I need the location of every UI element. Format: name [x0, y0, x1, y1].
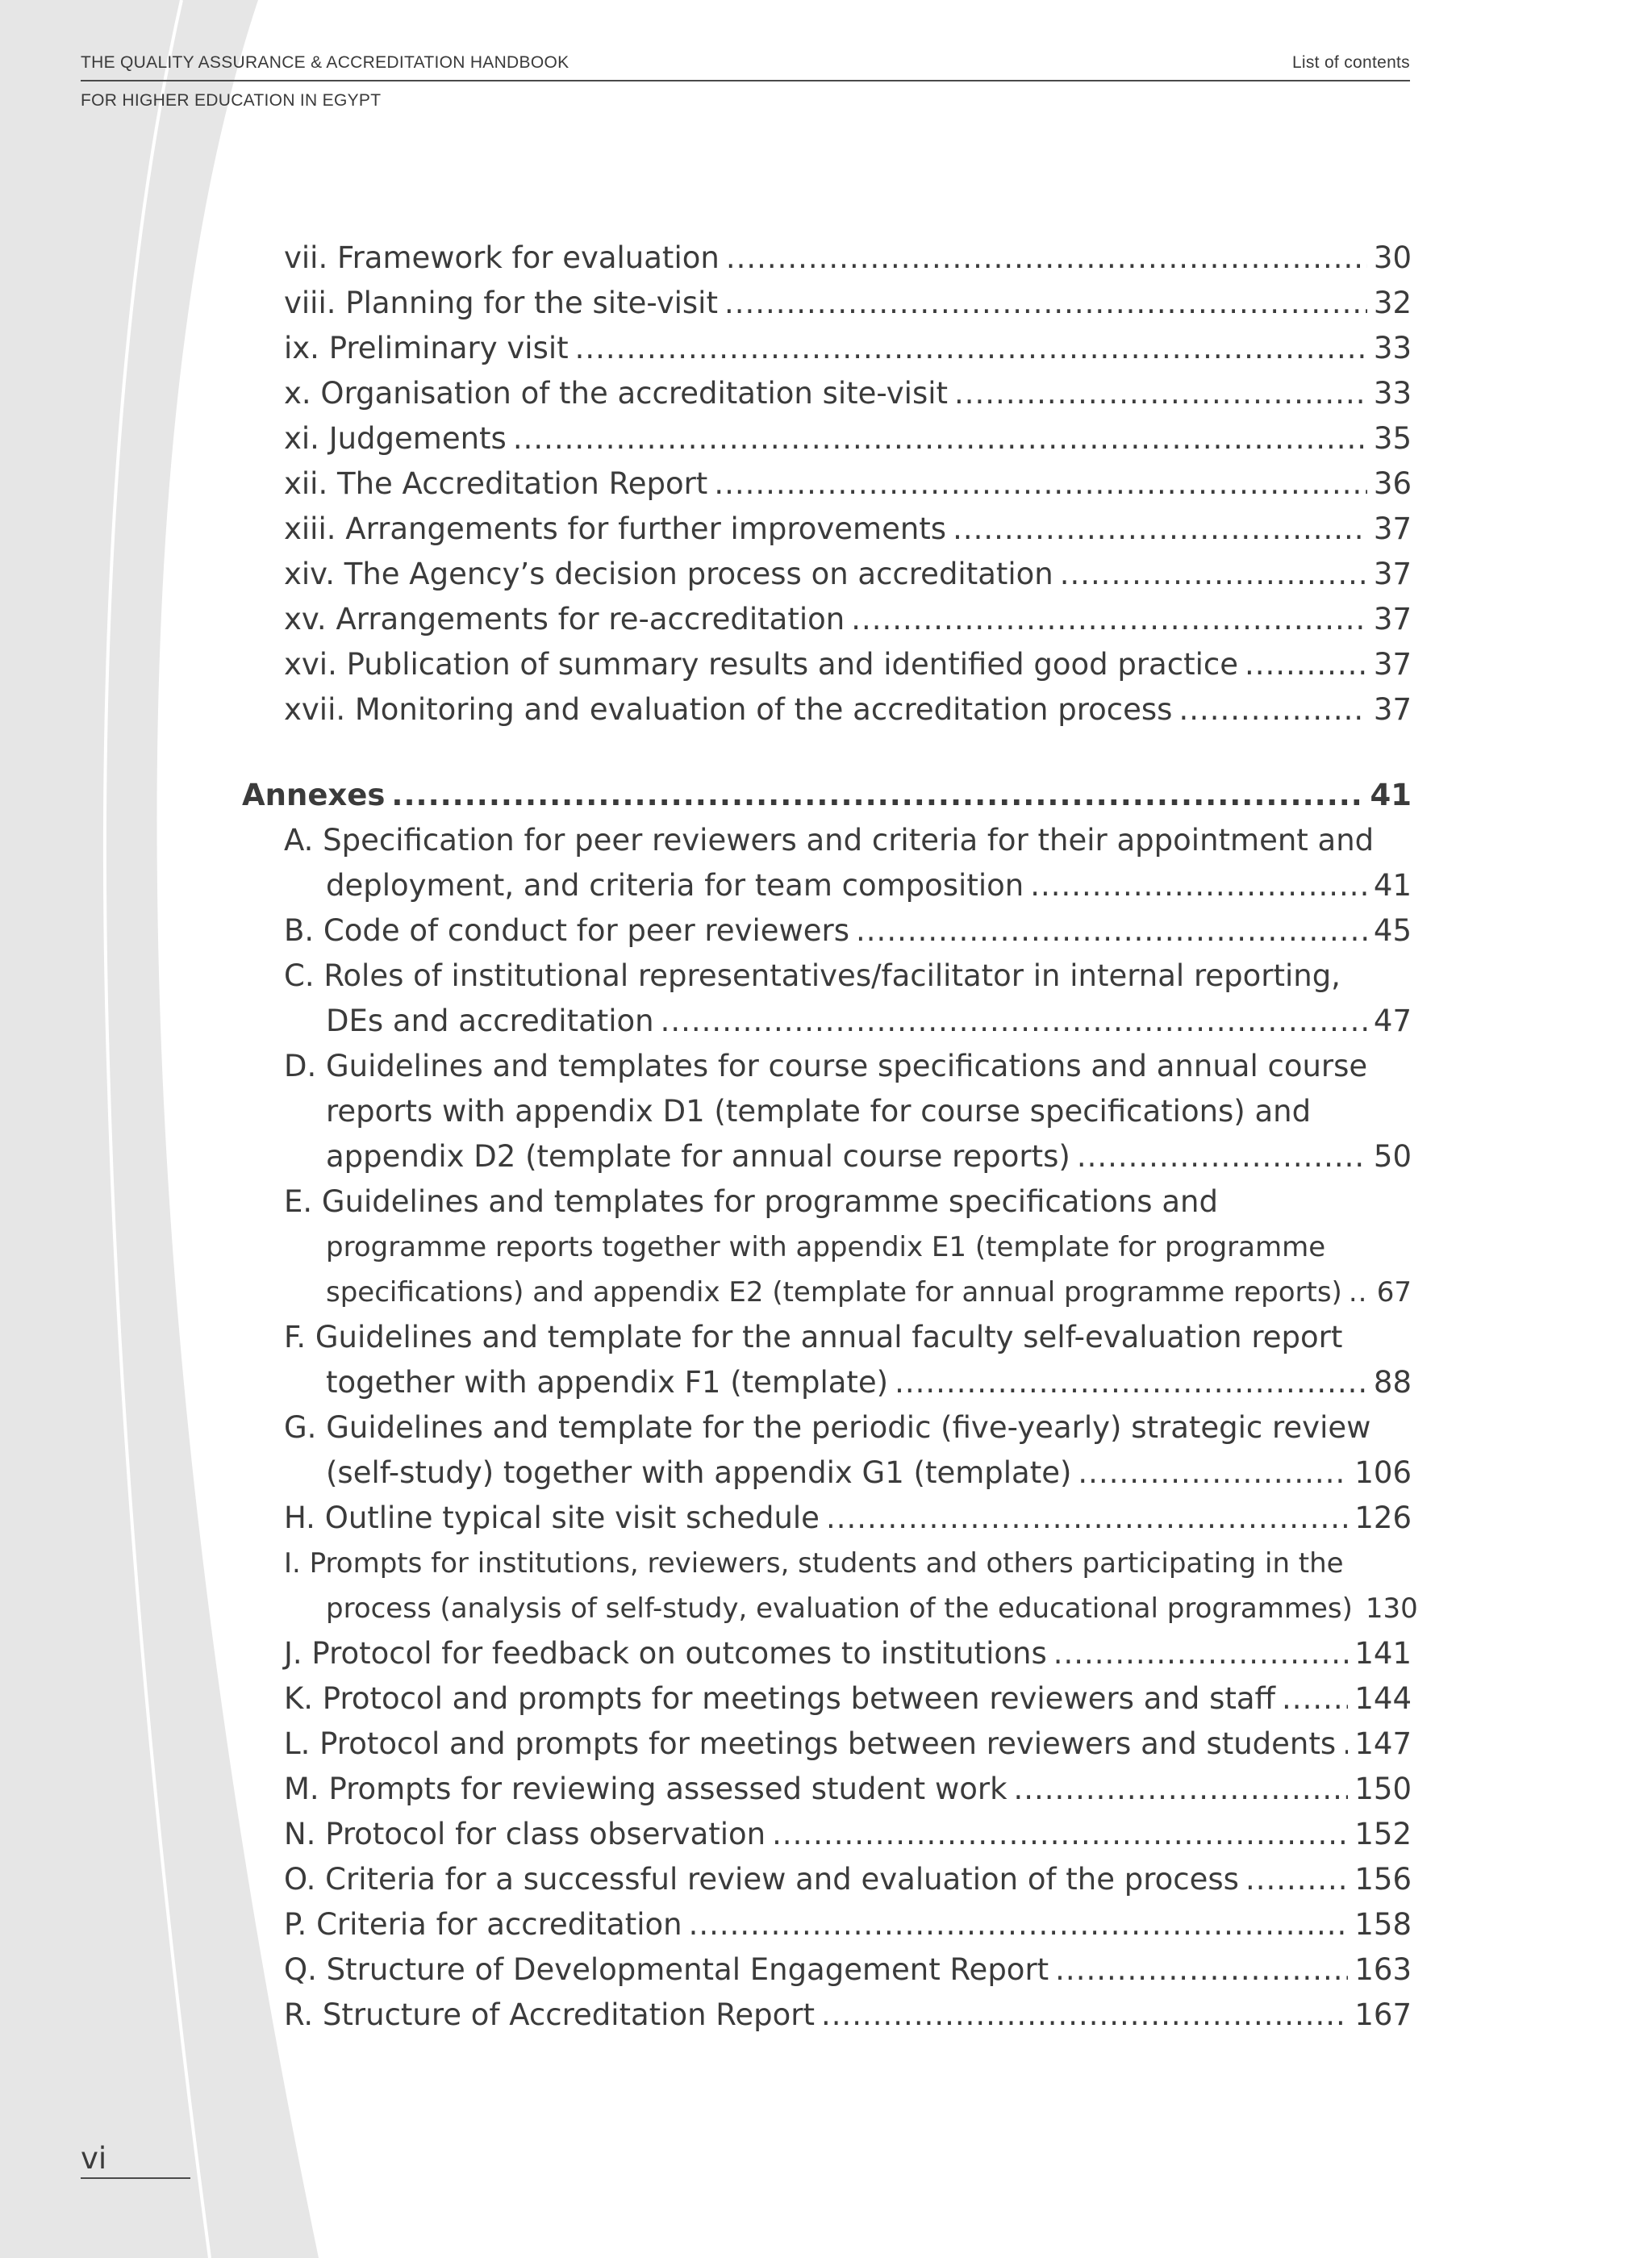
dot-leader [724, 281, 1367, 326]
dot-leader [726, 236, 1367, 281]
toc-entry-annex-c[interactable] [242, 954, 1412, 1044]
toc-entry-line: C. Roles of institutional representatives/facilitator in internal reporting, [284, 958, 1341, 993]
toc-entry-label: xiv. The Agency’s decision process on accreditation [284, 557, 1053, 591]
toc-entry-label: J. Protocol for feedback on outcomes to institutions [284, 1636, 1047, 1671]
toc-entry-label: appendix D2 (template for annual course reports) [326, 1139, 1070, 1174]
toc-entry-line: I. Prompts for institutions, reviewers, students and others participating in the [284, 1547, 1344, 1580]
dot-leader [895, 1360, 1367, 1405]
toc-entry-line: A. Specification for peer reviewers and criteria for their appointment and [284, 823, 1375, 858]
toc-entry[interactable] [242, 687, 1412, 732]
toc-entry-annex-i[interactable] [242, 1541, 1418, 1631]
toc-entry[interactable] [242, 371, 1412, 416]
dot-leader [391, 773, 1363, 818]
dot-leader [1349, 1270, 1370, 1315]
toc-entry-annex-a[interactable] [242, 818, 1412, 908]
toc-entry[interactable] [242, 326, 1412, 371]
toc-entry-label: K. Protocol and prompts for meetings between reviewers and staff [284, 1681, 1276, 1716]
toc-entry-last-line [242, 1450, 1412, 1496]
toc-entry-annex[interactable] [242, 1767, 1412, 1812]
toc-page-number: 47 [1373, 1004, 1412, 1038]
toc-entry-label: O. Criteria for a successful review and evaluation of the process [284, 1862, 1239, 1897]
toc-entry-label: xv. Arrangements for re-accreditation [284, 602, 845, 636]
toc-entry-line: D. Guidelines and templates for course specifications and annual course [284, 1049, 1368, 1083]
toc-entry-annex-g[interactable] [242, 1405, 1412, 1496]
toc-page-number: 147 [1354, 1726, 1412, 1761]
toc-entry-label: Q. Structure of Developmental Engagement Report [284, 1952, 1049, 1987]
toc-entry-label: H. Outline typical site visit schedule [284, 1500, 820, 1535]
section-title: List of contents [1291, 53, 1410, 72]
toc-page-number: 37 [1373, 557, 1412, 591]
toc-entry-line: E. Guidelines and templates for programme specifications and [284, 1184, 1218, 1219]
dot-leader [689, 1902, 1349, 1947]
toc-entry-label: deployment, and criteria for team composition [326, 868, 1024, 903]
toc-entry-last-line [242, 1586, 1418, 1631]
toc-heading-label: Annexes [242, 778, 386, 812]
toc-page-number: 41 [1373, 868, 1412, 903]
toc-entry-annex[interactable] [242, 1857, 1412, 1902]
toc-entry-label: xiii. Arrangements for further improvements [284, 511, 947, 546]
toc-page-number: 37 [1373, 647, 1412, 682]
toc-entry[interactable] [242, 281, 1412, 326]
page-number: vi [81, 2141, 190, 2179]
toc-entry[interactable] [242, 416, 1412, 461]
toc-section-list [242, 236, 1412, 732]
header-rule-line [81, 53, 1410, 81]
dot-leader [1030, 863, 1367, 908]
toc-entry-annex[interactable] [242, 1631, 1412, 1676]
toc-page-number: 141 [1354, 1636, 1412, 1671]
toc-entry-label: ix. Preliminary visit [284, 331, 569, 365]
toc-page-number: 35 [1373, 421, 1412, 456]
toc-entry-label: xvi. Publication of summary results and identified good practice [284, 647, 1238, 682]
toc-entry[interactable] [242, 597, 1412, 642]
toc-entry-label: x. Organisation of the accreditation site-visit [284, 376, 949, 411]
dot-leader [826, 1496, 1348, 1541]
table-of-contents [242, 236, 1418, 2038]
toc-entry-label: R. Structure of Accreditation Report [284, 1997, 815, 2032]
toc-page-number: 130 [1365, 1592, 1418, 1625]
toc-heading-annexes[interactable] [242, 773, 1412, 818]
toc-entry-annex-b[interactable] [242, 908, 1412, 954]
toc-entry-last-line [242, 1360, 1412, 1405]
dot-leader [1060, 552, 1367, 597]
toc-entry[interactable] [242, 642, 1412, 687]
dot-leader [513, 416, 1367, 461]
toc-page-number: 37 [1373, 511, 1412, 546]
toc-page-number: 126 [1354, 1500, 1412, 1535]
dot-leader [1078, 1450, 1348, 1496]
toc-page-number: 150 [1354, 1772, 1412, 1806]
toc-page-number: 32 [1373, 286, 1412, 320]
toc-entry-last-line [242, 1270, 1412, 1315]
toc-entry-annex[interactable] [242, 1676, 1412, 1722]
toc-page-number: 37 [1373, 602, 1412, 636]
toc-page-number: 152 [1354, 1817, 1412, 1851]
toc-entry-annex[interactable] [242, 1722, 1412, 1767]
toc-page-number: 37 [1373, 692, 1412, 727]
dot-leader [661, 999, 1367, 1044]
toc-entry-last-line [242, 1134, 1412, 1179]
toc-entry-label: M. Prompts for reviewing assessed student work [284, 1772, 1007, 1806]
toc-page-number: 41 [1370, 778, 1412, 812]
toc-page-number: 45 [1373, 913, 1412, 948]
dot-leader [1077, 1134, 1367, 1179]
toc-entry-last-line [242, 863, 1412, 908]
toc-entry[interactable] [242, 507, 1412, 552]
dot-leader [856, 908, 1367, 954]
toc-entry-line: G. Guidelines and template for the periodic (five-yearly) strategic review [284, 1410, 1371, 1445]
toc-page-number: 158 [1354, 1907, 1412, 1942]
toc-page-number: 36 [1373, 466, 1412, 501]
toc-page-number: 144 [1354, 1681, 1412, 1716]
dot-leader [1055, 1947, 1348, 1993]
toc-entry-annex[interactable] [242, 1947, 1412, 1993]
toc-entry-last-line [242, 999, 1412, 1044]
dot-leader [575, 326, 1367, 371]
toc-entry-annex-h[interactable] [242, 1496, 1412, 1541]
toc-entry-annex-d[interactable] [242, 1044, 1412, 1179]
toc-entry-label: DEs and accreditation [326, 1004, 654, 1038]
dot-leader [954, 371, 1367, 416]
toc-page-number: 67 [1376, 1276, 1412, 1308]
toc-entry-annex[interactable] [242, 1993, 1412, 2038]
toc-page-number: 167 [1354, 1997, 1412, 2032]
toc-page-number: 106 [1354, 1455, 1412, 1490]
toc-page-number: 156 [1354, 1862, 1412, 1897]
toc-page-number: 163 [1354, 1952, 1412, 1987]
dot-leader [1245, 1857, 1348, 1902]
dot-leader [1014, 1767, 1349, 1812]
toc-entry-label: process (analysis of self-study, evaluation of the educational programmes) [326, 1592, 1353, 1625]
toc-entry[interactable] [242, 461, 1412, 507]
dot-leader [821, 1993, 1348, 2038]
toc-entry-line: reports with appendix D1 (template for course specifications) and [326, 1094, 1312, 1129]
toc-entry-annex[interactable] [242, 1812, 1412, 1857]
toc-entry-label: together with appendix F1 (template) [326, 1365, 889, 1400]
page-footer [81, 2141, 190, 2179]
toc-entry-label: P. Criteria for accreditation [284, 1907, 682, 1942]
dot-leader [772, 1812, 1348, 1857]
handbook-subtitle: FOR HIGHER EDUCATION IN EGYPT [81, 91, 382, 110]
toc-page-number: 88 [1373, 1365, 1412, 1400]
toc-entry-annex[interactable] [242, 1902, 1412, 1947]
toc-page-number: 50 [1373, 1139, 1412, 1174]
dot-leader [1342, 1722, 1348, 1767]
dot-leader [953, 507, 1367, 552]
toc-entry-line: programme reports together with appendix E1 (template for programme [326, 1231, 1326, 1263]
toc-page-number: 33 [1373, 376, 1412, 411]
toc-entry-label: viii. Planning for the site-visit [284, 286, 718, 320]
handbook-title: THE QUALITY ASSURANCE & ACCREDITATION HANDBOOK [81, 53, 569, 72]
dot-leader [714, 461, 1367, 507]
toc-entry-label: B. Code of conduct for peer reviewers [284, 913, 850, 948]
toc-entry-annex-e[interactable] [242, 1179, 1412, 1315]
toc-entry-label: xii. The Accreditation Report [284, 466, 708, 501]
toc-entry[interactable] [242, 552, 1412, 597]
toc-entry-label: xi. Judgements [284, 421, 507, 456]
toc-entry-label: (self-study) together with appendix G1 (template) [326, 1455, 1072, 1490]
toc-entry[interactable] [242, 236, 1412, 281]
dot-leader [1282, 1676, 1348, 1722]
toc-entry-label: specifications) and appendix E2 (template for annual programme reports) [326, 1276, 1342, 1308]
toc-entry-line: F. Guidelines and template for the annual faculty self-evaluation report [284, 1320, 1343, 1354]
page-header [81, 53, 1410, 111]
toc-entry-label: N. Protocol for class observation [284, 1817, 766, 1851]
toc-annex-list [242, 1631, 1412, 2038]
dot-leader [851, 597, 1367, 642]
toc-entry-annex-f[interactable] [242, 1315, 1412, 1405]
toc-page-number: 30 [1373, 240, 1412, 275]
dot-leader [1179, 687, 1366, 732]
dot-leader [1053, 1631, 1349, 1676]
toc-page-number: 33 [1373, 331, 1412, 365]
toc-entry-label: xvii. Monitoring and evaluation of the accreditation process [284, 692, 1173, 727]
toc-entry-label: L. Protocol and prompts for meetings between reviewers and students [284, 1726, 1337, 1761]
toc-entry-label: vii. Framework for evaluation [284, 240, 720, 275]
dot-leader [1245, 642, 1367, 687]
